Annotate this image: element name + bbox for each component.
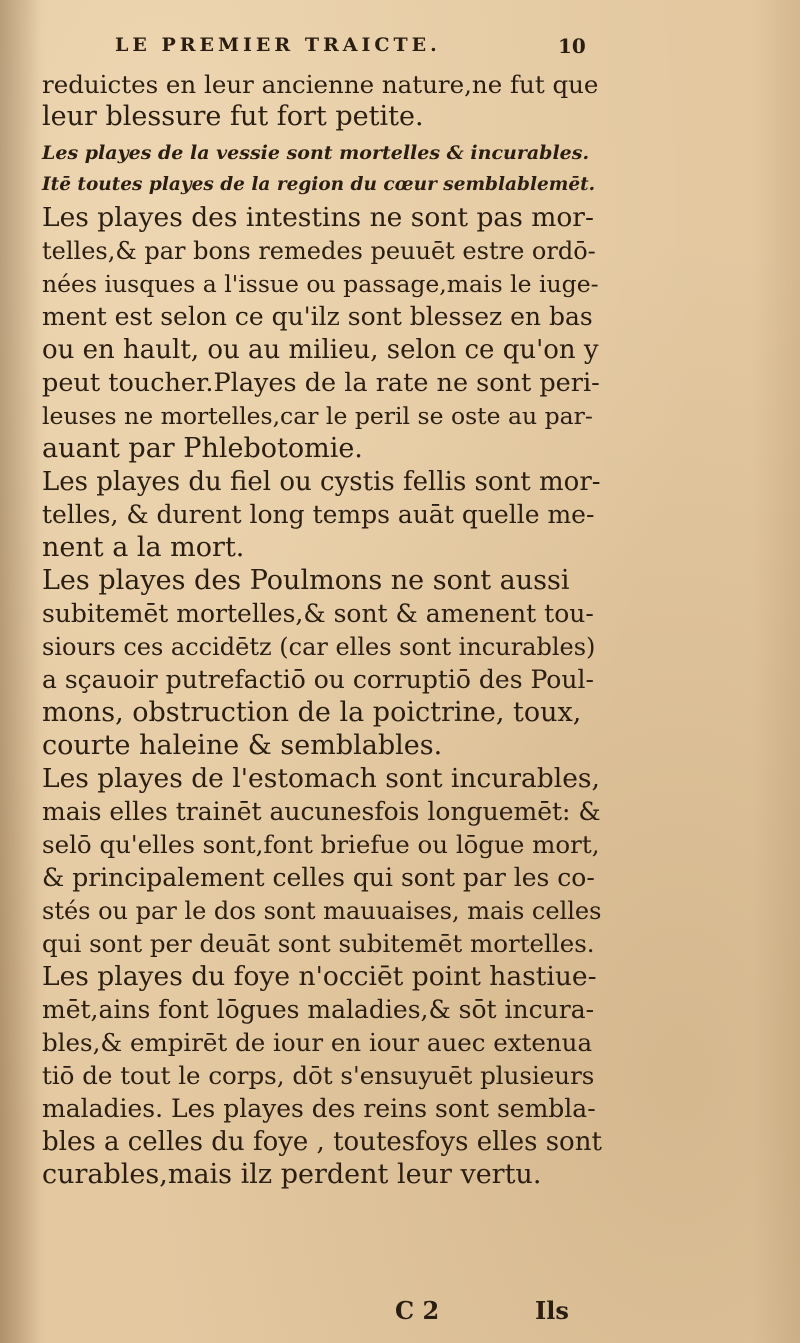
text-line: mais elles trainēt aucunesfois longuemēt: & <box>42 797 601 826</box>
text-line: curables,mais ilz perdent leur vertu. <box>42 1159 542 1190</box>
gutter-shadow <box>0 0 40 1343</box>
text-line: mons, obstruction de la poictrine, toux, <box>42 697 582 728</box>
text-line: auant par Phlebotomie. <box>42 433 363 464</box>
text-line: Les playes des intestins ne sont pas mor- <box>42 202 594 233</box>
text-line: Les playes de la vessie sont mortelles & incurables. <box>42 142 590 164</box>
text-line: Les playes du foye n'occiēt point hastiue- <box>42 961 597 992</box>
text-line: reduictes en leur ancienne nature,ne fut que <box>42 70 599 99</box>
text-line: bles a celles du foye , toutesfoys elles sont <box>42 1127 602 1157</box>
text-line: nent a la mort. <box>42 532 245 563</box>
text-line: peut toucher.Playes de la rate ne sont peri- <box>42 368 600 398</box>
running-title: LE PREMIER TRAICTE. <box>115 34 441 56</box>
text-line: ou en hault, ou au milieu, selon ce qu'on y <box>42 335 599 365</box>
text-line: Les playes des Poulmons ne sont aussi <box>42 565 570 596</box>
text-line: & principalement celles qui sont par les co- <box>42 863 595 892</box>
text-line: qui sont per deuāt sont subitemēt mortelles. <box>42 929 595 958</box>
text-line: nées iusques a l'issue ou passage,mais le iuge- <box>42 270 599 298</box>
text-line: selō qu'elles sont,font briefue ou lōgue mort, <box>42 830 600 859</box>
text-line: Itē toutes playes de la region du cœur semblablemēt. <box>42 174 596 195</box>
text-line: stés ou par le dos sont mauuaises, mais celles <box>42 897 602 925</box>
signature-mark: C 2 <box>395 1296 440 1325</box>
text-line: leuses ne mortelles,car le peril se oste au par- <box>42 402 593 430</box>
page-header <box>115 34 635 64</box>
text-line: a sçauoir putrefactiō ou corruptiō des Poul- <box>42 665 594 694</box>
text-line: bles,& empirēt de iour en iour auec extenua <box>42 1028 593 1057</box>
text-line: subitemēt mortelles,& sont & amenent tou- <box>42 599 594 628</box>
page-footer <box>395 1296 635 1330</box>
text-line: telles,& par bons remedes peuuēt estre ordō- <box>42 237 596 265</box>
text-line: maladies. Les playes des reins sont sembla- <box>42 1094 596 1123</box>
text-line: siours ces accidētz (car elles sont incurables) <box>42 633 596 661</box>
text-line: tiō de tout le corps, dōt s'ensuyuēt plusieurs <box>42 1061 595 1090</box>
text-line: telles, & durent long temps auāt quelle me- <box>42 500 595 529</box>
catchword: Ils <box>535 1296 569 1325</box>
text-line: leur blessure fut fort petite. <box>42 101 424 132</box>
text-line: Les playes du fiel ou cystis fellis sont mor- <box>42 467 601 497</box>
text-line: Les playes de l'estomach sont incurables, <box>42 763 600 794</box>
text-line: ment est selon ce qu'ilz sont blessez en bas <box>42 302 593 331</box>
folio-number: 10 <box>558 34 586 58</box>
text-line: courte haleine & semblables. <box>42 730 443 761</box>
text-line: mēt,ains font lōgues maladies,& sōt incura- <box>42 995 595 1024</box>
